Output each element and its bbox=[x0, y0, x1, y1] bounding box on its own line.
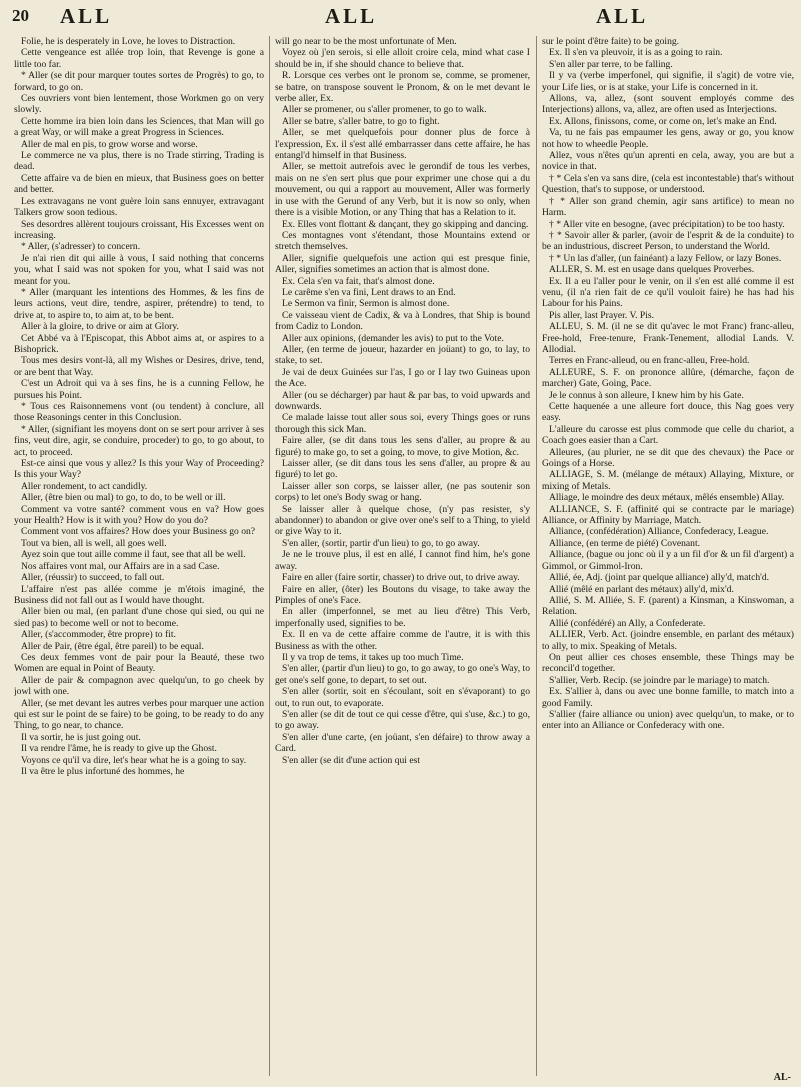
running-title-left: ALL bbox=[60, 4, 113, 28]
column-divider bbox=[269, 36, 270, 1076]
dictionary-entry: * Aller (marquant les intentions des Hommes, & les fins de leurs actions, veut dire, tendre, aspirer, prétendre) to tend, to drive at, to aspire to, to aim at, to be bent. bbox=[14, 286, 264, 321]
dictionary-entry: * Aller (se dit pour marquer toutes sortes de Progrès) to go, to forward, to go on. bbox=[14, 70, 264, 93]
dictionary-entry: Faire aller, (se dit dans tous les sens d'aller, au propre & au figuré) to make go, to set a going, to move, to give Motion, &c. bbox=[275, 435, 530, 458]
dictionary-entry: sur le point d'être faite) to be going. bbox=[542, 36, 680, 47]
dictionary-entry: Alliage, le moindre des deux métaux, mêlés ensemble) Allay. bbox=[549, 492, 785, 504]
dictionary-entry: Ex. Il a eu l'aller pour le venir, on il s'en est allé comme il est venu, (il n'a rien fait de ce qu'il vouloit faire) he has had his Labour for his Pains. bbox=[542, 275, 794, 310]
dictionary-entry: S'en aller (se dit de tout ce qui cesse d'être, qui s'use, &c.) to go, to go away. bbox=[275, 708, 530, 732]
dictionary-entry: Aller (ou se décharger) par haut & par bas, to void upwards and downwards. bbox=[275, 389, 530, 412]
dictionary-entry: Allié (mêlé en parlant des métaux) ally'd, mix'd. bbox=[549, 583, 734, 595]
dictionary-entry: Je n'ai rien dit qui aille à vous, I said nothing that concerns you, what I said was not spoken for you, what I said was not meant for you. bbox=[14, 252, 264, 287]
page-header bbox=[0, 4, 801, 30]
running-title-center: ALL bbox=[325, 4, 378, 28]
dictionary-entry: ALLIANCE, S. F. (affinité qui se contracte par le mariage) Alliance, or Affinity by Marriage, Match. bbox=[542, 503, 794, 527]
dictionary-entry: Pis aller, last Prayer. V. Pis. bbox=[549, 309, 655, 321]
dictionary-entry: S'en aller d'une carte, (en joüant, s'en défaire) to throw away a Card. bbox=[275, 731, 530, 755]
dictionary-entry: Ces montagnes vont s'étendant, those Mountains extend or stretch themselves. bbox=[275, 229, 530, 253]
dictionary-entry: Se laisser aller à quelque chose, (n'y pas resister, s'y abandonner) to abandon or give over one's self to a Thing, to yield or give Way to it. bbox=[275, 503, 530, 538]
dictionary-entry: Le commerce ne va plus, there is no Trade stirring, Trading is dead. bbox=[14, 150, 264, 173]
dictionary-entry: Ces deux femmes vont de pair pour la Beauté, these two Women are equal in Point of Beauty. bbox=[14, 651, 264, 675]
dictionary-entry: † * Savoir aller & parler, (avoir de l'esprit & de la conduite) to be an industrious, discreet Person, to understand the World. bbox=[542, 229, 794, 253]
dictionary-entry: Tous mes desirs vont-là, all my Wishes or Desires, drive, tend, or are bent that Way. bbox=[14, 355, 264, 378]
dictionary-entry: Allons, va, allez, (sont souvent employés comme des Interjections) allons, va, allez, are often used as Interjections. bbox=[542, 93, 794, 116]
dictionary-entry: Cette homme ira bien loin dans les Sciences, that Man will go a great Way, or will make a great Progress in Sciences. bbox=[14, 115, 264, 139]
dictionary-entry: Ex. Il s'en va pleuvoir, it is as a going to rain. bbox=[549, 47, 723, 59]
dictionary-entry: † * Aller vite en besogne, (avec précipitation) to be too hasty. bbox=[549, 218, 785, 230]
dictionary-entry: Allié, S. M. Alliée, S. F. (parent) a Kinsman, a Kinswoman, a Relation. bbox=[542, 594, 794, 618]
catchword: AL- bbox=[773, 1072, 791, 1083]
dictionary-entry: Aller de mal en pis, to grow worse and worse. bbox=[21, 138, 198, 150]
dictionary-entry: † * Un las d'aller, (un fainéant) a lazy Fellow, or lazy Bones. bbox=[549, 252, 782, 264]
dictionary-entry: Alliance, (en terme de piété) Covenant. bbox=[549, 537, 701, 549]
dictionary-entry: Je le connus à son alleure, I knew him by his Gate. bbox=[549, 389, 744, 401]
text-column-left bbox=[14, 36, 264, 1082]
dictionary-entry: Ayez soin que tout aille comme il faut, see that all be well. bbox=[21, 549, 246, 561]
dictionary-entry: En aller (imperfonnel, se met au lieu d'être) This Verb, imperfonally used, signifies to be. bbox=[275, 606, 530, 629]
page-number: 20 bbox=[12, 6, 29, 25]
dictionary-entry: Ses desordres allèrent toujours croissant, His Excesses went on increasing. bbox=[14, 218, 264, 241]
dictionary-entry: Aller, (être bien ou mal) to go, to do, to be well or ill. bbox=[21, 492, 226, 504]
dictionary-entry: Aller, signifie quelquefois une action qui est presque finie, Aller, signifies sometimes an action that is almost done. bbox=[275, 252, 530, 276]
dictionary-entry: Cette haquenée a une alleure fort douce, this Nag goes very easy. bbox=[542, 401, 794, 424]
dictionary-entry: Ex. Allons, finissons, come, or come on, let's make an End. bbox=[549, 115, 777, 127]
dictionary-entry: Aller de Pair, (être égal, être pareil) to be equal. bbox=[21, 640, 204, 652]
dictionary-entry: Aller se batre, s'aller batre, to go to fight. bbox=[282, 115, 440, 127]
dictionary-entry: Faire en aller, (ôter) les Boutons du visage, to take away the Pimples of one's Face. bbox=[275, 583, 530, 606]
dictionary-entry: Aller, (réussir) to succeed, to fall out. bbox=[21, 572, 165, 584]
dictionary-entry: Terres en Franc-alleud, ou en franc-alleu, Free-hold. bbox=[549, 355, 750, 367]
dictionary-entry: Le Sermon va finir, Sermon is almost done. bbox=[282, 298, 450, 310]
dictionary-entry: Il y va trop de tems, it takes up too much Time. bbox=[282, 651, 464, 663]
dictionary-entry: * Aller, (s'adresser) to concern. bbox=[21, 241, 141, 253]
text-column-right bbox=[542, 36, 794, 1082]
dictionary-entry: Aller, (en terme de joueur, hazarder en joüant) to go, to lay, to stake, to set. bbox=[275, 343, 530, 367]
dictionary-entry: L'affaire n'est pas allée comme je m'étois imaginé, the Business did not fall out as I would have thought. bbox=[14, 583, 264, 606]
dictionary-entry: Aller, se met quelquefois pour donner plus de force à l'expression, Ex. il s'est allé embarrasser dans cette affaire, he has entangl'd himself in that Business. bbox=[275, 127, 530, 162]
dictionary-entry: S'allier (faire alliance ou union) avec quelqu'un, to make, or to enter into an Alliance or Confederacy with one. bbox=[542, 708, 794, 732]
dictionary-entry: Nos affaires vont mal, our Affairs are in a sad Case. bbox=[21, 560, 220, 572]
dictionary-entry: Aller rondement, to act candidly. bbox=[21, 480, 148, 492]
dictionary-entry: Aller aux opinions, (demander les avis) to put to the Vote. bbox=[282, 332, 504, 344]
dictionary-entry: Les extravagans ne vont guère loin sans ennuyer, extravagant Talkers grow soon tedious. bbox=[14, 195, 264, 219]
dictionary-entry: Cet Abbé va à l'Episcopat, this Abbot aims at, or aspires to a Bishoprick. bbox=[14, 332, 264, 355]
dictionary-entry: Aller, se mettoit autrefois avec le gerondif de tous les verbes, mais on ne s'en sert plus que pour exprimer une chose qui a du mouvement, ou qui a rapport au mouvement, Aller was formerly in use with the Gerund of any Verb, but it is now so only, when there is a visible Motion, or any Thing that has a Relation to it. bbox=[275, 161, 530, 219]
dictionary-entry: Il va être le plus infortuné des hommes, he bbox=[21, 766, 185, 777]
dictionary-entry: † * Cela s'en va sans dire, (cela est incontestable) that's without Question, that's to suppose, or understood. bbox=[542, 172, 794, 196]
dictionary-entry: ALLEU, S. M. (il ne se dit qu'avec le mot Franc) franc-alleu, Free-hold, Free-tenure, Frank-Tenement, allodial Lands. V. Allodial. bbox=[542, 321, 794, 355]
dictionary-entry: ALLIAGE, S. M. (mélange de métaux) Allaying, Mixture, or mixing of Metals. bbox=[542, 469, 794, 492]
dictionary-entry: S'en aller, (sortir, partir d'un lieu) to go, to go away. bbox=[282, 537, 480, 549]
dictionary-entry: Alleures, (au plurier, ne se dit que des chevaux) the Pace or Goings of a Horse. bbox=[542, 446, 794, 470]
dictionary-entry: Aller bien ou mal, (en parlant d'une chose qui sied, ou qui ne sied pas) to become well or not to become. bbox=[14, 606, 264, 629]
dictionary-entry: Ces ouvriers vont bien lentement, those Workmen go on very slowly. bbox=[14, 93, 264, 116]
dictionary-entry: Allez, vous n'êtes qu'un aprenti en cela, away, you are but a novice in that. bbox=[542, 150, 794, 173]
dictionary-entry: * Tous ces Raisonnemens vont (ou tendent) à conclure, all those Reasonings center in this Conclusion. bbox=[14, 401, 264, 424]
dictionary-entry: Aller de pair & compagnon avec quelqu'un, to go cheek by jowl with one. bbox=[14, 674, 264, 698]
text-column-middle bbox=[275, 36, 530, 1082]
dictionary-entry: Je vai de deux Guinées sur l'as, I go or I lay two Guineas upon the Ace. bbox=[275, 366, 530, 390]
dictionary-entry: Voyez où j'en serois, si elle alloit croire cela, mind what case I should be in, if she should chance to believe that. bbox=[275, 47, 530, 70]
dictionary-entry: will go near to be the most unfortunate of Men. bbox=[275, 36, 457, 47]
dictionary-entry: Allié (confédéré) an Ally, a Confederate. bbox=[549, 617, 706, 629]
dictionary-entry: Il y va (verbe imperfonel, qui signifie, il s'agit) de votre vie, your Life lies, or is at stake, your Life is concerned in it. bbox=[542, 70, 794, 93]
dictionary-entry: Ex. Il en va de cette affaire comme de l'autre, it is with this Business as with the other. bbox=[275, 629, 530, 652]
dictionary-entry: ALLEURE, S. F. on prononce allûre, (démarche, façon de marcher) Gate, Going, Pace. bbox=[542, 366, 794, 390]
dictionary-entry: Je ne le trouve plus, il est en allé, I cannot find him, he's gone away. bbox=[275, 549, 530, 572]
dictionary-entry: Cette affaire va de bien en mieux, that Business goes on better and better. bbox=[14, 172, 264, 196]
dictionary-entry: S'en aller, (partir d'un lieu) to go, to go away, to go one's Way, to get one's self gone, to depart, to set out. bbox=[275, 663, 530, 686]
dictionary-entry: Ex. Cela s'en va fait, that's almost done. bbox=[282, 275, 435, 287]
dictionary-entry: Laisser aller son corps, se laisser aller, (ne pas soutenir son corps) to let one's Body swag or hang. bbox=[275, 480, 530, 504]
dictionary-entry: Voyons ce qu'il va dire, let's hear what he is a going to say. bbox=[21, 754, 247, 766]
dictionary-entry: Est-ce ainsi que vous y allez? Is this your Way of Proceeding? Is this your Way? bbox=[14, 458, 264, 481]
dictionary-entry: † * Aller son grand chemin, agir sans artifice) to mean no Harm. bbox=[542, 195, 794, 219]
dictionary-entry: S'en aller par terre, to be falling. bbox=[549, 58, 673, 70]
dictionary-entry: S'allier, Verb. Recip. (se joindre par le mariage) to match. bbox=[549, 674, 770, 686]
dictionary-entry: * Aller, (signifiant les moyens dont on se sert pour arriver à ses fins, veut dire, agir, se conduire, proceder) to go, to go about, to act, to proceed. bbox=[14, 423, 264, 458]
column-divider bbox=[536, 36, 537, 1076]
dictionary-entry: Va, tu ne fais pas empaumer les gens, away or go, you know not how to wheedle People. bbox=[542, 127, 794, 150]
dictionary-entry: Aller se promener, ou s'aller promener, to go to walk. bbox=[282, 104, 487, 116]
dictionary-entry: Cette vengeance est allée trop loin, that Revenge is gone a little too far. bbox=[14, 47, 264, 70]
dictionary-entry: Ce vaisseau vient de Cadix, & va à Londres, that Ship is bound from Cadiz to London. bbox=[275, 309, 530, 333]
dictionary-entry: Tout va bien, all is well, all goes well. bbox=[21, 537, 167, 549]
dictionary-entry: Allié, ée, Adj. (joint par quelque alliance) ally'd, match'd. bbox=[549, 572, 770, 584]
dictionary-entry: Alliance, (bague ou jonc où il y a un fil d'or & un fil d'argent) a Gimmol, or Gimmol-Iron. bbox=[542, 549, 794, 572]
dictionary-entry: Comment va votre santé? comment vous en va? How goes your Health? How is it with you? How do you do? bbox=[14, 503, 264, 527]
dictionary-entry: Ce malade laisse tout aller sous soi, every Things goes or runs thorough this sick Man. bbox=[275, 412, 530, 435]
dictionary-entry: ALLER, S. M. est en usage dans quelques Proverbes. bbox=[549, 264, 755, 276]
dictionary-entry: Aller à la gloire, to drive or aim at Glory. bbox=[21, 321, 179, 333]
dictionary-entry: Aller, (s'accommoder, être propre) to fit. bbox=[21, 629, 176, 641]
dictionary-entry: C'est un Adroit qui va à ses fins, he is a cunning Fellow, he pursues his Point. bbox=[14, 378, 264, 401]
dictionary-entry: Faire en aller (faire sortir, chasser) to drive out, to drive away. bbox=[282, 572, 520, 584]
dictionary-entry: Aller, (se met devant les autres verbes pour marquer une action qui est sur le point de se faire) to be going, to be ready to do any Thing, to go near, to chance. bbox=[14, 697, 264, 732]
dictionary-entry: Laisser aller, (se dit dans tous les sens d'aller, au propre & au figuré) to let go. bbox=[275, 458, 530, 481]
dictionary-entry: Folie, he is desperately in Love, he loves to Distraction. bbox=[21, 36, 236, 47]
dictionary-entry: R. Lorsque ces verbes ont le pronom se, comme, se promener, se batre, on transpose souvent le Pronom, & on le met devant le verbe aller, Ex. bbox=[275, 70, 530, 105]
dictionary-entry: On peut allier ces choses ensemble, these Things may be reconcil'd together. bbox=[542, 651, 794, 675]
dictionary-entry: Il va sortir, he is just going out. bbox=[21, 731, 141, 743]
dictionary-entry: S'en aller (sortir, soit en s'écoulant, soit en s'évaporant) to go out, to run out, to evaporate. bbox=[275, 686, 530, 709]
dictionary-entry: Comment vont vos affaires? How does your Business go on? bbox=[21, 526, 256, 538]
dictionary-entry: ALLIER, Verb. Act. (joindre ensemble, en parlant des métaux) to ally, to mix. Speaking of Metals. bbox=[542, 629, 794, 652]
dictionary-entry: S'en aller (se dit d'une action qui est bbox=[282, 754, 420, 766]
dictionary-entry: Ex. Elles vont flottant & dançant, they go skipping and dancing. bbox=[282, 218, 529, 230]
dictionary-entry: Ex. S'allier à, dans ou avec une bonne famille, to match into a good Family. bbox=[542, 686, 794, 709]
dictionary-entry: Le carême s'en va fini, Lent draws to an End. bbox=[282, 286, 456, 298]
running-title-right: ALL bbox=[596, 4, 649, 28]
dictionary-entry: Il va rendre l'âme, he is ready to give up the Ghost. bbox=[21, 743, 217, 755]
dictionary-entry: L'alleure du carosse est plus commode que celle du chariot, a Coach goes easier than a Cart. bbox=[542, 423, 794, 447]
dictionary-entry: Alliance, (confédération) Alliance, Confederacy, League. bbox=[549, 526, 769, 538]
